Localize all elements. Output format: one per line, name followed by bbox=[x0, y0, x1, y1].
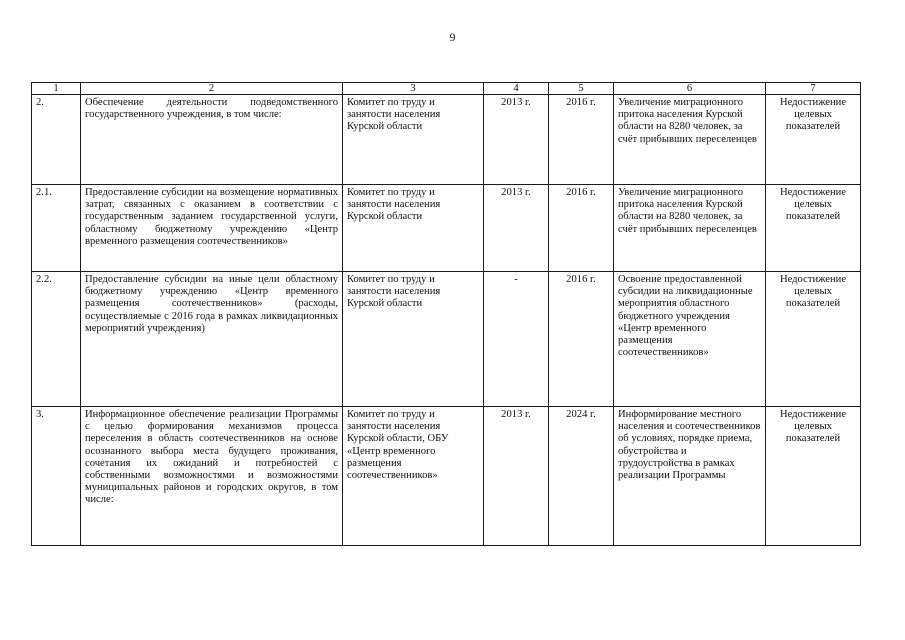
table-row bbox=[32, 185, 861, 272]
header-col-5: 5 bbox=[549, 83, 614, 95]
header-col-2: 2 bbox=[81, 83, 343, 95]
row-number: 2.2. bbox=[32, 272, 81, 407]
header-col-7: 7 bbox=[766, 83, 861, 95]
executor: Комитет по труду и занятости населения Курской области bbox=[343, 185, 484, 272]
expected-result: Увеличение миграционного притока населения Курской области на 8280 человек, за счёт прибывших переселенцев bbox=[614, 185, 766, 272]
header-col-3: 3 bbox=[343, 83, 484, 95]
table-row bbox=[32, 407, 861, 546]
start-year: 2013 г. bbox=[484, 407, 549, 546]
expected-result: Увеличение миграционного притока населения Курской области на 8280 человек, за счёт прибывших переселенцев bbox=[614, 95, 766, 185]
expected-result: Информирование местного населения и соотечественников об условиях, порядке приема, обустройства и трудоустройства в рамках реализации Программы bbox=[614, 407, 766, 546]
row-number: 2.1. bbox=[32, 185, 81, 272]
non-implementation-consequence: Недостижение целевых показателей bbox=[766, 272, 861, 407]
non-implementation-consequence: Недостижение целевых показателей bbox=[766, 95, 861, 185]
measure-name: Предоставление субсидии на иные цели областному бюджетному учреждению «Центр временного размещения соотечественников» (расходы, осуществляемые с 2016 года в рамках ликвидационных мероприятий учреждения) bbox=[81, 272, 343, 407]
end-year: 2016 г. bbox=[549, 185, 614, 272]
start-year: 2013 г. bbox=[484, 185, 549, 272]
end-year: 2024 г. bbox=[549, 407, 614, 546]
header-col-6: 6 bbox=[614, 83, 766, 95]
measure-name: Обеспечение деятельности подведомственного государственного учреждения, в том числе: bbox=[81, 95, 343, 185]
measure-name: Информационное обеспечение реализации Программы с целью формирования механизмов процесса переселения в область соотечественников на основе осознанного выбора места будущего проживания, сочетания их ожиданий и потребностей с собственными возможностями и возможностями муниципальных районов и городских округов, в том числе: bbox=[81, 407, 343, 546]
executor: Комитет по труду и занятости населения Курской области bbox=[343, 95, 484, 185]
page-number: 9 bbox=[449, 30, 456, 44]
program-measures-table bbox=[31, 82, 861, 546]
executor: Комитет по труду и занятости населения Курской области, ОБУ «Центр временного размещения соотечественников» bbox=[343, 407, 484, 546]
non-implementation-consequence: Недостижение целевых показателей bbox=[766, 407, 861, 546]
non-implementation-consequence: Недостижение целевых показателей bbox=[766, 185, 861, 272]
start-year: 2013 г. bbox=[484, 95, 549, 185]
expected-result: Освоение предоставленной субсидии на ликвидационные мероприятия областного бюджетного учреждения «Центр временного размещения соотечественников» bbox=[614, 272, 766, 407]
header-col-1: 1 bbox=[32, 83, 81, 95]
measure-name: Предоставление субсидии на возмещение нормативных затрат, связанных с оказанием в соответствии с государственным заданием государственной услуги, областному бюджетному учреждению «Центр временного размещения соотечественников» bbox=[81, 185, 343, 272]
end-year: 2016 г. bbox=[549, 272, 614, 407]
end-year: 2016 г. bbox=[549, 95, 614, 185]
executor: Комитет по труду и занятости населения Курской области bbox=[343, 272, 484, 407]
header-col-4: 4 bbox=[484, 83, 549, 95]
table-row bbox=[32, 272, 861, 407]
row-number: 2. bbox=[32, 95, 81, 185]
start-year: - bbox=[484, 272, 549, 407]
row-number: 3. bbox=[32, 407, 81, 546]
table-row bbox=[32, 95, 861, 185]
header-row bbox=[32, 83, 861, 95]
